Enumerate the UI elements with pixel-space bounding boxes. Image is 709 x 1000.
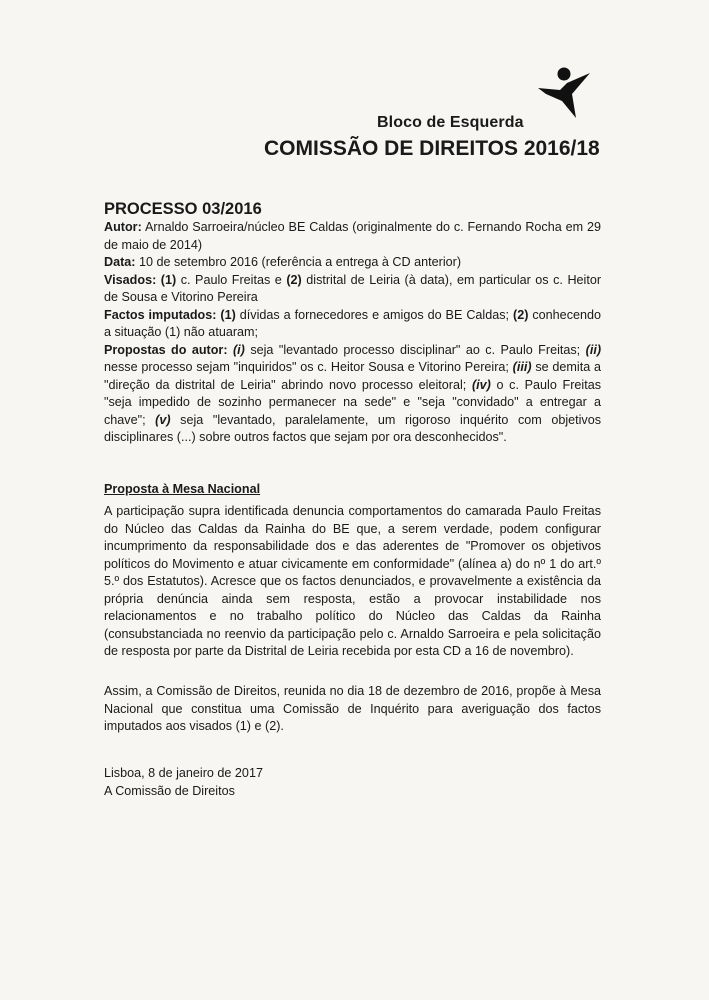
process-title: PROCESSO 03/2016 — [104, 200, 262, 218]
be-star-figure-icon — [536, 64, 592, 120]
proposal-paragraph-1: A participação supra identificada denuncia comportamentos do camarada Paulo Freitas do Núcleo das Caldas da Rainha do BE que, a serem verdade, podem configurar incumprimento da responsabilidade dos e das aderentes de "Promover os objetivos políticos do Movimento e atuar civicamente em conformidade" (alínea a) do nº 1 do art.º 5.º dos Estatutos). Acresce que os factos denunciados, e provavelmente a existência da própria denúncia ainda sem resposta, estão a provocar instabilidade nos relacionamentos e no trabalho político do Núcleo das Caldas da Rainha (consubstanciada no reenvio da participação pelo c. Arnaldo Sarroeira e pela solicitação de resposta por parte da Distrital de Leiria recebida por esta CD a 16 de novembro). — [104, 504, 601, 658]
process-details — [104, 219, 601, 447]
factos-line: Factos imputados: (1) dívidas a fornecedores e amigos do BE Caldas; (2) conhecendo a situação (1) não atuaram; — [104, 307, 602, 339]
commission-title: COMISSÃO DE DIREITOS 2016/18 — [264, 137, 600, 160]
proposal-heading: Proposta à Mesa Nacional — [104, 482, 261, 496]
visados-line: Visados: (1) c. Paulo Freitas e (2) distrital de Leiria (à data), em particular os c. Heitor de Sousa e Vitorino Pereira — [104, 272, 602, 304]
data-line: Data: 10 de setembro 2016 (referência a entrega à CD anterior) — [104, 255, 462, 269]
autor-line: Autor: Arnaldo Sarroeira/núcleo BE Caldas (originalmente do c. Fernando Rocha em 29 de maio de 2014) — [104, 220, 601, 252]
proposal-paragraph-2: Assim, a Comissão de Direitos, reunida no dia 18 de dezembro de 2016, propõe à Mesa Nacional que constitua uma Comissão de Inquérito para averiguação dos factos imputados aos visados (1) e (2). — [104, 684, 601, 733]
signature: A Comissão de Direitos — [104, 783, 235, 798]
place-date: Lisboa, 8 de janeiro de 2017 — [104, 766, 263, 780]
propostas-line: Propostas do autor: (i) seja "levantado processo disciplinar" ao c. Paulo Freitas; (ii) nesse processo sejam "inquiridos" os c. Heitor Sousa e Vitorino Pereira; (iii) se demita a "direção da distrital de Leiria" abrindo novo processo eleitoral; (iv) o c. Paulo Freitas "seja impedido de sozinho permanecer na sede" e "seja "convidado" a entregar a chave"; (v) seja "levantado, paralelamente, um rigoroso inquérito com objetivos disciplinares (...) sobre outros factos que sejam por ora desconhecidos". — [104, 342, 602, 444]
closing-block — [104, 765, 263, 800]
org-name: Bloco de Esquerda — [377, 114, 524, 131]
